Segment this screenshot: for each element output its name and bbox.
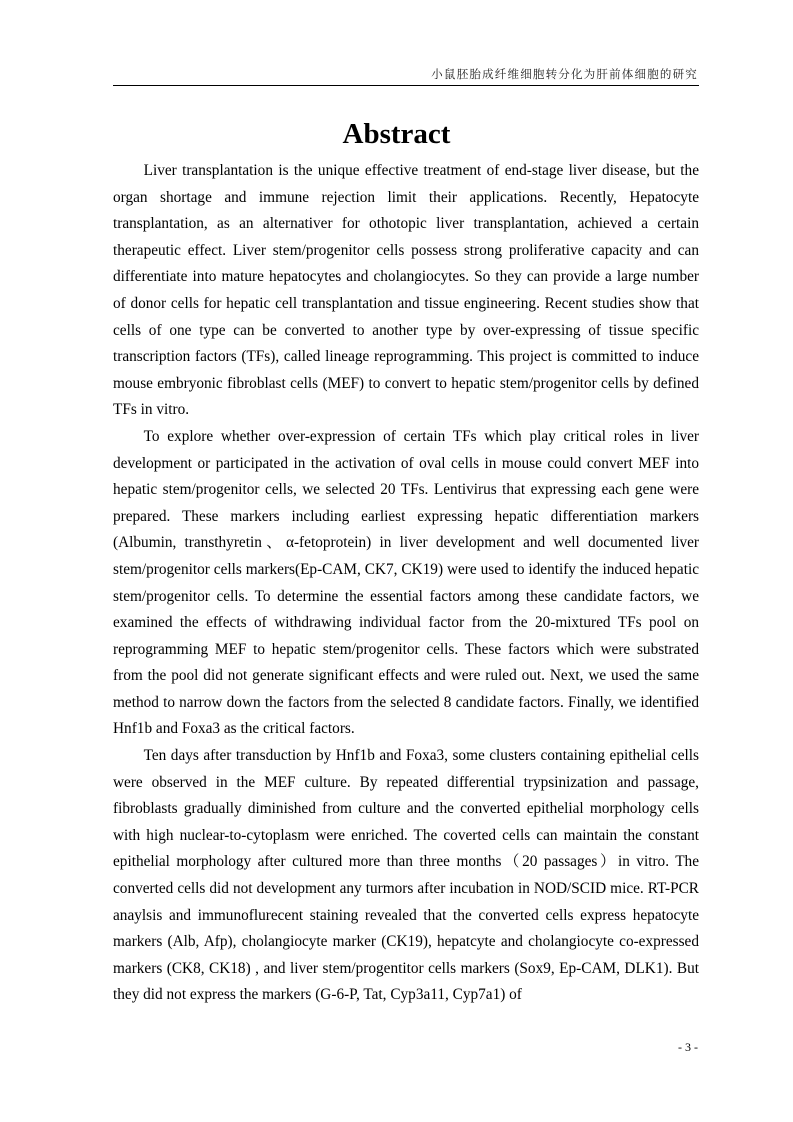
paragraph-2: To explore whether over-expression of certain TFs which play critical roles in liver development or participated in the activation of oval cells in mouse could convert MEF into hepatic stem/progenitor cells, we selected 20 TFs. Lentivirus that expressing each gene were prepared. These markers including earliest expressing hepatic differentiation markers (Albumin, transthyretin、α-fetoprotein) in liver development and well documented liver stem/progenitor cells markers(Ep-CAM, CK7, CK19) were used to identify the induced hepatic stem/progenitor cells. To determine the essential factors among these candidate factors, we examined the effects of withdrawing individual factor from the 20-mixtured TFs pool on reprogramming MEF to hepatic stem/progenitor cells. These factors which were substrated from the pool did not generate significant effects and were ruled out. Next, we used the same method to narrow down the factors from the selected 8 candidate factors. Finally, we identified Hnf1b and Foxa3 as the critical factors. bbox=[113, 427, 699, 738]
paragraph-1: Liver transplantation is the unique effective treatment of end-stage liver disease, but the organ shortage and immune rejection limit their applications. Recently, Hepatocyte transplantation, as an alternativer for othotopic liver transplantation, achieved a certain therapeutic effect. Liver stem/progenitor cells possess strong proliferative capacity and can differentiate into mature hepatocytes and cholangiocytes. So they can provide a large number of donor cells for hepatic cell transplantation and tissue engineering. Recent studies show that cells of one type can be converted to another type by over-expressing of tissue specific transcription factors (TFs), called lineage reprogramming. This project is committed to induce mouse embryonic fibroblast cells (MEF) to convert to hepatic stem/progenitor cells by defined TFs in vitro. bbox=[113, 162, 699, 419]
page-number: - 3 - bbox=[678, 1040, 698, 1054]
abstract-body bbox=[113, 158, 699, 1009]
header-rule bbox=[113, 85, 699, 86]
running-header: 小鼠胚胎成纤维细胞转分化为肝前体细胞的研究 bbox=[431, 67, 698, 81]
paragraph-3: Ten days after transduction by Hnf1b and Foxa3, some clusters containing epithelial cells were observed in the MEF culture. By repeated differential trypsinization and passage, fibroblasts gradually diminished from culture and the converted epithelial morphology cells with high nuclear-to-cytoplasm were enriched. The coverted cells can maintain the constant epithelial morphology after cultured more than three months（20 passages）in vitro. The converted cells did not development any turmors after incubation in NOD/SCID mice. RT-PCR anaylsis and immunoflurecent staining revealed that the converted cells express hepatocyte markers (Alb, Afp), cholangiocyte marker (CK19), hepatcyte and cholangiocyte co-expressed markers (CK8, CK18) , and liver stem/progentitor cells markers (Sox9, Ep-CAM, DLK1). But they did not express the markers (G-6-P, Tat, Cyp3a11, Cyp7a1) of bbox=[113, 747, 699, 1004]
page-title: Abstract bbox=[342, 118, 451, 150]
